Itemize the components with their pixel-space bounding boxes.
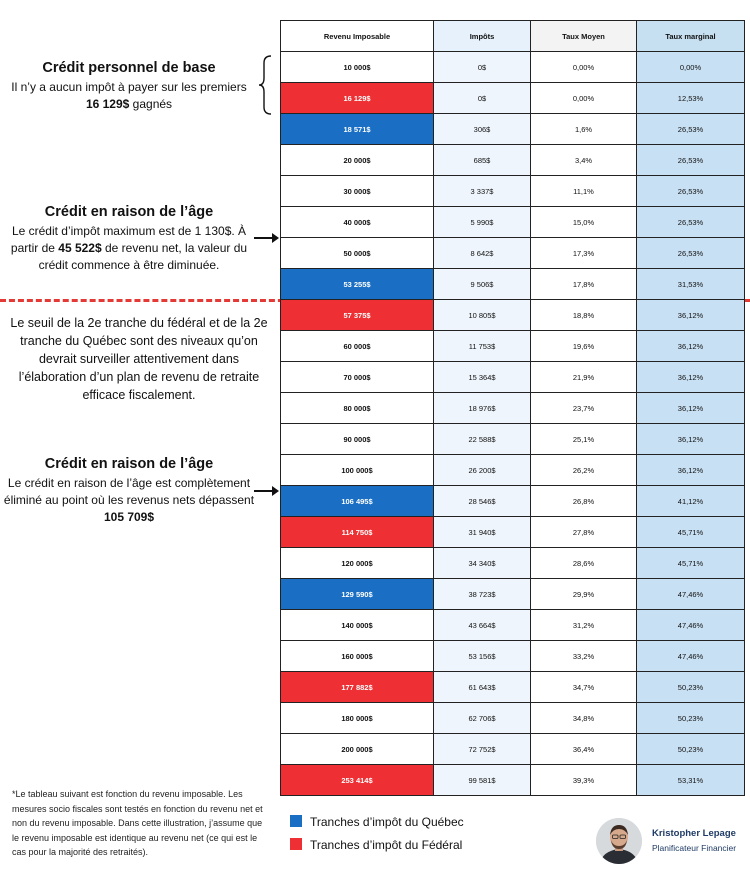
cell-taux-moyen: 31,2% bbox=[531, 610, 637, 641]
cell-taux-marginal: 26,53% bbox=[637, 207, 745, 238]
cell-revenu-imposable: 57 375$ bbox=[281, 300, 434, 331]
note-line: tranche du Québec sont des niveaux qu’on bbox=[20, 334, 258, 348]
cell-taux-moyen: 15,0% bbox=[531, 207, 637, 238]
arrow-right-icon bbox=[254, 232, 280, 244]
cell-taux-moyen: 36,4% bbox=[531, 734, 637, 765]
author-name: Kristopher Lepage bbox=[652, 828, 736, 839]
cell-revenu-imposable: 140 000$ bbox=[281, 610, 434, 641]
cell-impots: 34 340$ bbox=[434, 548, 531, 579]
cell-revenu-imposable: 90 000$ bbox=[281, 424, 434, 455]
cell-taux-marginal: 47,46% bbox=[637, 641, 745, 672]
table-row bbox=[281, 486, 745, 517]
cell-revenu-imposable: 70 000$ bbox=[281, 362, 434, 393]
table-row bbox=[281, 52, 745, 83]
table-row bbox=[281, 238, 745, 269]
arrow-right-icon bbox=[254, 485, 280, 497]
cell-taux-marginal: 36,12% bbox=[637, 331, 745, 362]
cell-taux-marginal: 53,31% bbox=[637, 765, 745, 796]
note-line: l’élaboration d’un plan de revenu de retraite bbox=[18, 370, 260, 384]
cell-taux-marginal: 41,12% bbox=[637, 486, 745, 517]
note-credit-age-1: Crédit en raison de l’âge Le crédit d’impôt maximum est de 1 130$. À partir de 45 522$ de revenu net, la valeur du crédit commence à être diminuée. bbox=[0, 204, 258, 274]
note-amount: 45 522$ bbox=[58, 241, 102, 255]
cell-impots: 11 753$ bbox=[434, 331, 531, 362]
cell-impots: 5 990$ bbox=[434, 207, 531, 238]
table-header-row bbox=[281, 21, 745, 52]
note-amount: 16 129$ bbox=[85, 97, 130, 111]
cell-revenu-imposable: 114 750$ bbox=[281, 517, 434, 548]
header-impots: Impôts bbox=[434, 21, 531, 52]
cell-taux-marginal: 47,46% bbox=[637, 579, 745, 610]
table-row bbox=[281, 641, 745, 672]
cell-revenu-imposable: 120 000$ bbox=[281, 548, 434, 579]
cell-taux-moyen: 17,3% bbox=[531, 238, 637, 269]
table-row bbox=[281, 145, 745, 176]
note-suffix: gagnés bbox=[129, 97, 173, 111]
header-taux-marginal: Taux marginal bbox=[637, 21, 745, 52]
author-role: Planificateur Financier bbox=[652, 843, 737, 853]
cell-taux-moyen: 25,1% bbox=[531, 424, 637, 455]
cell-taux-marginal: 47,46% bbox=[637, 610, 745, 641]
table-row bbox=[281, 269, 745, 300]
cell-taux-marginal: 36,12% bbox=[637, 424, 745, 455]
cell-taux-marginal: 36,12% bbox=[637, 362, 745, 393]
cell-impots: 306$ bbox=[434, 114, 531, 145]
table-row bbox=[281, 517, 745, 548]
cell-taux-marginal: 26,53% bbox=[637, 145, 745, 176]
cell-taux-moyen: 29,9% bbox=[531, 579, 637, 610]
person-photo-icon bbox=[596, 818, 642, 864]
cell-impots: 26 200$ bbox=[434, 455, 531, 486]
cell-impots: 99 581$ bbox=[434, 765, 531, 796]
cell-taux-moyen: 0,00% bbox=[531, 83, 637, 114]
legend-swatch-federal bbox=[290, 838, 302, 850]
cell-impots: 22 588$ bbox=[434, 424, 531, 455]
cell-taux-marginal: 0,00% bbox=[637, 52, 745, 83]
cell-taux-moyen: 23,7% bbox=[531, 393, 637, 424]
cell-revenu-imposable: 253 414$ bbox=[281, 765, 434, 796]
cell-impots: 15 364$ bbox=[434, 362, 531, 393]
cell-taux-moyen: 17,8% bbox=[531, 269, 637, 300]
cell-taux-marginal: 26,53% bbox=[637, 114, 745, 145]
cell-taux-marginal: 45,71% bbox=[637, 548, 745, 579]
cell-taux-marginal: 50,23% bbox=[637, 703, 745, 734]
cell-revenu-imposable: 100 000$ bbox=[281, 455, 434, 486]
tax-table bbox=[280, 20, 745, 796]
note-line: Le seuil de la 2e tranche du fédéral et de la 2e bbox=[10, 316, 268, 330]
note-credit-base bbox=[0, 60, 258, 113]
cell-revenu-imposable: 10 000$ bbox=[281, 52, 434, 83]
legend-federal bbox=[290, 838, 462, 852]
cell-impots: 685$ bbox=[434, 145, 531, 176]
cell-revenu-imposable: 16 129$ bbox=[281, 83, 434, 114]
table-row bbox=[281, 393, 745, 424]
table-row bbox=[281, 207, 745, 238]
cell-impots: 0$ bbox=[434, 83, 531, 114]
legend-quebec bbox=[290, 815, 464, 829]
cell-impots: 18 976$ bbox=[434, 393, 531, 424]
cell-taux-moyen: 18,8% bbox=[531, 300, 637, 331]
legend-label: Tranches d’impôt du Québec bbox=[310, 815, 464, 829]
cell-impots: 43 664$ bbox=[434, 610, 531, 641]
cell-revenu-imposable: 20 000$ bbox=[281, 145, 434, 176]
cell-impots: 61 643$ bbox=[434, 672, 531, 703]
cell-taux-moyen: 34,7% bbox=[531, 672, 637, 703]
note-line: Le crédit d’impôt maximum est de 1 130$. À bbox=[11, 224, 247, 238]
cell-revenu-imposable: 80 000$ bbox=[281, 393, 434, 424]
cell-revenu-imposable: 53 255$ bbox=[281, 269, 434, 300]
cell-revenu-imposable: 60 000$ bbox=[281, 331, 434, 362]
cell-taux-marginal: 50,23% bbox=[637, 734, 745, 765]
note-title: Crédit personnel de base bbox=[42, 60, 216, 76]
cell-taux-marginal: 50,23% bbox=[637, 672, 745, 703]
cell-taux-moyen: 39,3% bbox=[531, 765, 637, 796]
table-body bbox=[281, 52, 745, 796]
note-line: éliminé au point où les revenus nets dépassent bbox=[3, 493, 255, 507]
cell-revenu-imposable: 200 000$ bbox=[281, 734, 434, 765]
table-row bbox=[281, 176, 745, 207]
note-title: Crédit en raison de l’âge bbox=[44, 204, 214, 220]
cell-revenu-imposable: 160 000$ bbox=[281, 641, 434, 672]
cell-taux-marginal: 26,53% bbox=[637, 238, 745, 269]
table-row bbox=[281, 300, 745, 331]
table-row bbox=[281, 424, 745, 455]
cell-taux-marginal: 26,53% bbox=[637, 176, 745, 207]
cell-impots: 8 642$ bbox=[434, 238, 531, 269]
table-row bbox=[281, 672, 745, 703]
table-row bbox=[281, 362, 745, 393]
cell-impots: 28 546$ bbox=[434, 486, 531, 517]
cell-revenu-imposable: 50 000$ bbox=[281, 238, 434, 269]
note-line: Le crédit en raison de l’âge est complètement bbox=[7, 476, 251, 490]
cell-taux-moyen: 28,6% bbox=[531, 548, 637, 579]
table-row bbox=[281, 331, 745, 362]
table-row bbox=[281, 579, 745, 610]
header-taux-moyen: Taux Moyen bbox=[531, 21, 637, 52]
avatar bbox=[596, 818, 642, 864]
cell-impots: 72 752$ bbox=[434, 734, 531, 765]
cell-taux-moyen: 26,2% bbox=[531, 455, 637, 486]
cell-taux-moyen: 3,4% bbox=[531, 145, 637, 176]
cell-taux-moyen: 11,1% bbox=[531, 176, 637, 207]
cell-taux-moyen: 26,8% bbox=[531, 486, 637, 517]
note-credit-age-2 bbox=[0, 456, 258, 526]
cell-taux-moyen: 19,6% bbox=[531, 331, 637, 362]
cell-taux-moyen: 33,2% bbox=[531, 641, 637, 672]
cell-taux-moyen: 27,8% bbox=[531, 517, 637, 548]
curly-brace-icon bbox=[258, 54, 274, 116]
cell-taux-marginal: 36,12% bbox=[637, 300, 745, 331]
cell-taux-marginal: 36,12% bbox=[637, 455, 745, 486]
table-row bbox=[281, 610, 745, 641]
table-row bbox=[281, 765, 745, 796]
cell-impots: 0$ bbox=[434, 52, 531, 83]
table-row bbox=[281, 114, 745, 145]
table-row bbox=[281, 703, 745, 734]
cell-taux-marginal: 45,71% bbox=[637, 517, 745, 548]
note-line: devrait surveiller attentivement dans bbox=[38, 352, 240, 366]
footnote: *Le tableau suivant est fonction du revenu imposable. Les mesures socio fiscales sont testés en fonction du revenu net et non du revenu imposable. Dans cette illustration, j’assume que le revenu imposable est identique au revenu net (ce qui est le cas pour la majorité des retraités). bbox=[12, 789, 263, 857]
cell-impots: 53 156$ bbox=[434, 641, 531, 672]
note-title: Crédit en raison de l’âge bbox=[44, 456, 214, 472]
cell-impots: 62 706$ bbox=[434, 703, 531, 734]
note-line: Il n’y a aucun impôt à payer sur les premiers bbox=[11, 80, 247, 94]
header-revenu-imposable: Revenu Imposable bbox=[281, 21, 434, 52]
cell-taux-marginal: 36,12% bbox=[637, 393, 745, 424]
cell-taux-moyen: 21,9% bbox=[531, 362, 637, 393]
cell-taux-moyen: 0,00% bbox=[531, 52, 637, 83]
table-row bbox=[281, 83, 745, 114]
cell-impots: 38 723$ bbox=[434, 579, 531, 610]
cell-revenu-imposable: 129 590$ bbox=[281, 579, 434, 610]
cell-taux-moyen: 1,6% bbox=[531, 114, 637, 145]
cell-impots: 31 940$ bbox=[434, 517, 531, 548]
cell-taux-marginal: 12,53% bbox=[637, 83, 745, 114]
cell-impots: 10 805$ bbox=[434, 300, 531, 331]
note-line: crédit commence à être diminuée. bbox=[38, 258, 220, 272]
table-row bbox=[281, 455, 745, 486]
note-line: efficace fiscalement. bbox=[82, 388, 196, 402]
legend-swatch-quebec bbox=[290, 815, 302, 827]
table-row bbox=[281, 734, 745, 765]
cell-revenu-imposable: 180 000$ bbox=[281, 703, 434, 734]
note-amount: 105 709$ bbox=[103, 510, 155, 524]
cell-taux-moyen: 34,8% bbox=[531, 703, 637, 734]
note-seuil bbox=[0, 314, 278, 404]
cell-revenu-imposable: 30 000$ bbox=[281, 176, 434, 207]
cell-impots: 9 506$ bbox=[434, 269, 531, 300]
cell-revenu-imposable: 177 882$ bbox=[281, 672, 434, 703]
table-row bbox=[281, 548, 745, 579]
cell-revenu-imposable: 40 000$ bbox=[281, 207, 434, 238]
cell-taux-marginal: 31,53% bbox=[637, 269, 745, 300]
cell-impots: 3 337$ bbox=[434, 176, 531, 207]
legend-label: Tranches d’impôt du Fédéral bbox=[310, 838, 463, 852]
cell-revenu-imposable: 106 495$ bbox=[281, 486, 434, 517]
cell-revenu-imposable: 18 571$ bbox=[281, 114, 434, 145]
